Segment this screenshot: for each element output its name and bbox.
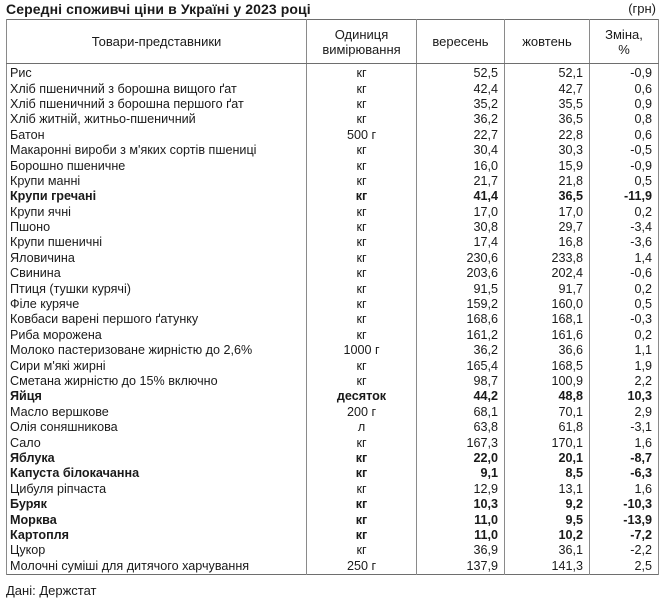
table-row [7, 174, 659, 189]
september-price-cell: 44,2 [417, 389, 505, 404]
change-percent-cell: -0,3 [590, 312, 659, 327]
change-percent-cell: 1,1 [590, 343, 659, 358]
product-name-cell: Олія соняшникова [7, 420, 307, 435]
product-name-cell: Рис [7, 64, 307, 82]
september-price-cell: 30,8 [417, 220, 505, 235]
october-price-cell: 9,2 [505, 497, 590, 512]
september-price-cell: 21,7 [417, 174, 505, 189]
change-percent-cell: 2,5 [590, 559, 659, 575]
october-price-cell: 20,1 [505, 451, 590, 466]
header-september: вересень [417, 20, 505, 64]
table-row [7, 64, 659, 82]
unit-cell: кг [307, 97, 417, 112]
unit-cell: 250 г [307, 559, 417, 575]
product-name-cell: Батон [7, 128, 307, 143]
october-price-cell: 170,1 [505, 435, 590, 450]
product-name-cell: Свинина [7, 266, 307, 281]
page-title: Середні споживчі ціни в Україні у 2023 році [6, 1, 311, 17]
september-price-cell: 167,3 [417, 435, 505, 450]
product-name-cell: Морква [7, 512, 307, 527]
change-percent-cell: 10,3 [590, 389, 659, 404]
unit-cell: кг [307, 205, 417, 220]
september-price-cell: 230,6 [417, 251, 505, 266]
unit-cell: кг [307, 543, 417, 558]
product-name-cell: Птиця (тушки курячі) [7, 281, 307, 296]
change-percent-cell: 0,2 [590, 205, 659, 220]
unit-cell: кг [307, 64, 417, 82]
september-price-cell: 36,2 [417, 112, 505, 127]
table-row [7, 512, 659, 527]
october-price-cell: 21,8 [505, 174, 590, 189]
september-price-cell: 11,0 [417, 512, 505, 527]
table-row [7, 112, 659, 127]
product-name-cell: Крупи пшеничні [7, 235, 307, 250]
october-price-cell: 160,0 [505, 297, 590, 312]
october-price-cell: 13,1 [505, 482, 590, 497]
table-row [7, 328, 659, 343]
october-price-cell: 36,6 [505, 343, 590, 358]
october-price-cell: 141,3 [505, 559, 590, 575]
unit-cell: кг [307, 281, 417, 296]
october-price-cell: 8,5 [505, 466, 590, 481]
october-price-cell: 22,8 [505, 128, 590, 143]
change-percent-cell: 0,2 [590, 328, 659, 343]
october-price-cell: 168,1 [505, 312, 590, 327]
change-percent-cell: 1,6 [590, 435, 659, 450]
unit-cell: 500 г [307, 128, 417, 143]
change-percent-cell: 1,4 [590, 251, 659, 266]
october-price-cell: 61,8 [505, 420, 590, 435]
table-row [7, 559, 659, 575]
change-percent-cell: 1,9 [590, 358, 659, 373]
change-percent-cell: -11,9 [590, 189, 659, 204]
change-percent-cell: 0,5 [590, 174, 659, 189]
september-price-cell: 159,2 [417, 297, 505, 312]
table-row [7, 528, 659, 543]
product-name-cell: Риба морожена [7, 328, 307, 343]
october-price-cell: 10,2 [505, 528, 590, 543]
october-price-cell: 35,5 [505, 97, 590, 112]
unit-cell: кг [307, 235, 417, 250]
table-row [7, 97, 659, 112]
october-price-cell: 17,0 [505, 205, 590, 220]
october-price-cell: 48,8 [505, 389, 590, 404]
table-row [7, 81, 659, 96]
unit-cell: кг [307, 328, 417, 343]
product-name-cell: Капуста білокачанна [7, 466, 307, 481]
unit-cell: кг [307, 528, 417, 543]
change-percent-cell: 0,8 [590, 112, 659, 127]
september-price-cell: 165,4 [417, 358, 505, 373]
unit-cell: 200 г [307, 405, 417, 420]
table-row [7, 158, 659, 173]
header-october: жовтень [505, 20, 590, 64]
september-price-cell: 98,7 [417, 374, 505, 389]
change-percent-cell: -3,6 [590, 235, 659, 250]
product-name-cell: Хліб пшеничний з борошна першого ґат [7, 97, 307, 112]
september-price-cell: 22,7 [417, 128, 505, 143]
table-row [7, 189, 659, 204]
table-row [7, 435, 659, 450]
product-name-cell: Пшоно [7, 220, 307, 235]
product-name-cell: Молочні суміші для дитячого харчування [7, 559, 307, 575]
product-name-cell: Яйця [7, 389, 307, 404]
table-row [7, 389, 659, 404]
product-name-cell: Сири м'які жирні [7, 358, 307, 373]
september-price-cell: 36,2 [417, 343, 505, 358]
price-table [6, 19, 659, 575]
unit-cell: десяток [307, 389, 417, 404]
header-product: Товари-представники [7, 20, 307, 64]
october-price-cell: 15,9 [505, 158, 590, 173]
product-name-cell: Сметана жирністю до 15% включно [7, 374, 307, 389]
september-price-cell: 41,4 [417, 189, 505, 204]
unit-cell: кг [307, 435, 417, 450]
table-row [7, 128, 659, 143]
unit-cell: кг [307, 251, 417, 266]
unit-cell: кг [307, 374, 417, 389]
september-price-cell: 11,0 [417, 528, 505, 543]
table-row [7, 497, 659, 512]
unit-cell: кг [307, 174, 417, 189]
product-name-cell: Буряк [7, 497, 307, 512]
product-name-cell: Крупи манні [7, 174, 307, 189]
october-price-cell: 42,7 [505, 81, 590, 96]
september-price-cell: 9,1 [417, 466, 505, 481]
october-price-cell: 233,8 [505, 251, 590, 266]
unit-cell: кг [307, 297, 417, 312]
unit-cell: кг [307, 358, 417, 373]
table-row [7, 251, 659, 266]
product-name-cell: Молоко пастеризоване жирністю до 2,6% [7, 343, 307, 358]
september-price-cell: 36,9 [417, 543, 505, 558]
table-row [7, 374, 659, 389]
table-row [7, 420, 659, 435]
table-row [7, 312, 659, 327]
change-percent-cell: 0,6 [590, 81, 659, 96]
product-name-cell: Філе куряче [7, 297, 307, 312]
change-percent-cell: -13,9 [590, 512, 659, 527]
october-price-cell: 16,8 [505, 235, 590, 250]
unit-cell: кг [307, 482, 417, 497]
product-name-cell: Хліб пшеничний з борошна вищого ґат [7, 81, 307, 96]
table-row [7, 143, 659, 158]
change-percent-cell: -0,9 [590, 64, 659, 82]
september-price-cell: 168,6 [417, 312, 505, 327]
unit-cell: кг [307, 266, 417, 281]
october-price-cell: 36,5 [505, 189, 590, 204]
table-row [7, 451, 659, 466]
october-price-cell: 52,1 [505, 64, 590, 82]
change-percent-cell: -6,3 [590, 466, 659, 481]
september-price-cell: 91,5 [417, 281, 505, 296]
table-row [7, 235, 659, 250]
september-price-cell: 63,8 [417, 420, 505, 435]
unit-cell: кг [307, 81, 417, 96]
unit-cell: кг [307, 112, 417, 127]
change-percent-cell: 0,5 [590, 297, 659, 312]
product-name-cell: Крупи ячні [7, 205, 307, 220]
source-note: Дані: Держстат [6, 583, 97, 598]
october-price-cell: 29,7 [505, 220, 590, 235]
september-price-cell: 203,6 [417, 266, 505, 281]
unit-cell: кг [307, 189, 417, 204]
september-price-cell: 22,0 [417, 451, 505, 466]
october-price-cell: 91,7 [505, 281, 590, 296]
october-price-cell: 9,5 [505, 512, 590, 527]
unit-cell: кг [307, 451, 417, 466]
product-name-cell: Картопля [7, 528, 307, 543]
october-price-cell: 30,3 [505, 143, 590, 158]
product-name-cell: Масло вершкове [7, 405, 307, 420]
title-row [6, 1, 658, 17]
change-percent-cell: -7,2 [590, 528, 659, 543]
header-change: Зміна, % [590, 20, 659, 64]
september-price-cell: 12,9 [417, 482, 505, 497]
october-price-cell: 100,9 [505, 374, 590, 389]
table-row [7, 482, 659, 497]
unit-cell: 1000 г [307, 343, 417, 358]
header-unit: Одиниця вимірювання [307, 20, 417, 64]
table-row [7, 297, 659, 312]
table-row [7, 343, 659, 358]
change-percent-cell: -2,2 [590, 543, 659, 558]
table-row [7, 543, 659, 558]
unit-cell: кг [307, 220, 417, 235]
table-row [7, 205, 659, 220]
product-name-cell: Макаронні вироби з м'яких сортів пшениці [7, 143, 307, 158]
table-header-row [7, 20, 659, 64]
unit-cell: кг [307, 512, 417, 527]
change-percent-cell: 1,6 [590, 482, 659, 497]
product-name-cell: Цибуля ріпчаста [7, 482, 307, 497]
table-row [7, 358, 659, 373]
table-row [7, 281, 659, 296]
change-percent-cell: 0,6 [590, 128, 659, 143]
change-percent-cell: -8,7 [590, 451, 659, 466]
product-name-cell: Борошно пшеничне [7, 158, 307, 173]
product-name-cell: Яловичина [7, 251, 307, 266]
product-name-cell: Хліб житній, житньо-пшеничний [7, 112, 307, 127]
change-percent-cell: -3,4 [590, 220, 659, 235]
september-price-cell: 16,0 [417, 158, 505, 173]
october-price-cell: 161,6 [505, 328, 590, 343]
product-name-cell: Ковбаси варені першого ґатунку [7, 312, 307, 327]
september-price-cell: 17,0 [417, 205, 505, 220]
table-row [7, 266, 659, 281]
unit-cell: кг [307, 143, 417, 158]
october-price-cell: 202,4 [505, 266, 590, 281]
september-price-cell: 52,5 [417, 64, 505, 82]
table-row [7, 220, 659, 235]
september-price-cell: 68,1 [417, 405, 505, 420]
change-percent-cell: -3,1 [590, 420, 659, 435]
change-percent-cell: 2,9 [590, 405, 659, 420]
unit-cell: кг [307, 312, 417, 327]
september-price-cell: 10,3 [417, 497, 505, 512]
change-percent-cell: -0,9 [590, 158, 659, 173]
september-price-cell: 17,4 [417, 235, 505, 250]
unit-cell: л [307, 420, 417, 435]
unit-cell: кг [307, 466, 417, 481]
september-price-cell: 35,2 [417, 97, 505, 112]
change-percent-cell: -10,3 [590, 497, 659, 512]
table-row [7, 466, 659, 481]
september-price-cell: 137,9 [417, 559, 505, 575]
september-price-cell: 30,4 [417, 143, 505, 158]
october-price-cell: 36,1 [505, 543, 590, 558]
product-name-cell: Яблука [7, 451, 307, 466]
change-percent-cell: -0,5 [590, 143, 659, 158]
product-name-cell: Сало [7, 435, 307, 450]
change-percent-cell: -0,6 [590, 266, 659, 281]
october-price-cell: 168,5 [505, 358, 590, 373]
product-name-cell: Цукор [7, 543, 307, 558]
september-price-cell: 42,4 [417, 81, 505, 96]
change-percent-cell: 0,2 [590, 281, 659, 296]
change-percent-cell: 2,2 [590, 374, 659, 389]
currency-unit-label: (грн) [628, 1, 656, 16]
october-price-cell: 70,1 [505, 405, 590, 420]
change-percent-cell: 0,9 [590, 97, 659, 112]
october-price-cell: 36,5 [505, 112, 590, 127]
product-name-cell: Крупи гречані [7, 189, 307, 204]
table-row [7, 405, 659, 420]
unit-cell: кг [307, 158, 417, 173]
unit-cell: кг [307, 497, 417, 512]
september-price-cell: 161,2 [417, 328, 505, 343]
